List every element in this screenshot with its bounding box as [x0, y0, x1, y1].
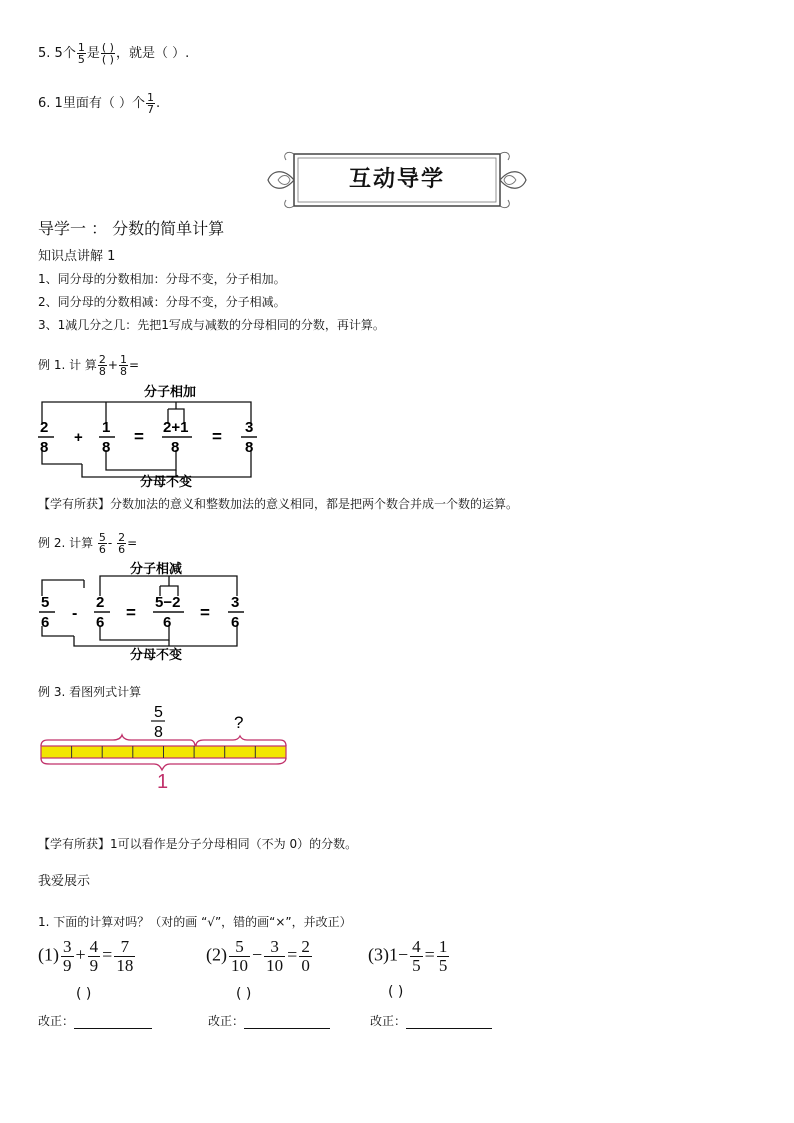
denominator: 5: [77, 53, 85, 66]
numerator: 3: [63, 937, 72, 956]
question-mark: ?: [234, 713, 244, 732]
bar-denominator: 8: [154, 724, 163, 741]
numerator: 5−2: [155, 594, 181, 611]
denominator: 5: [438, 955, 448, 975]
answer-blank[interactable]: ( ): [388, 984, 404, 1000]
example-label: 例 2. 计算: [38, 536, 94, 550]
numerator: 1: [102, 419, 111, 436]
q6-prefix: 1里面有（ ）个: [54, 96, 145, 111]
exercise-item-3: [368, 938, 451, 975]
correction-3: [370, 1012, 492, 1029]
denominator: 10: [231, 955, 248, 975]
fraction: [437, 938, 450, 975]
fraction: [77, 42, 86, 65]
fraction: [114, 938, 135, 975]
exercise-item-2: [206, 938, 314, 975]
denominator: 6: [231, 614, 240, 631]
correction-line[interactable]: [244, 1028, 330, 1029]
question-6: [38, 92, 160, 115]
numerator: 3: [270, 937, 279, 956]
plus-sign: +: [74, 429, 83, 446]
knowledge-title: 知识点讲解 1: [38, 249, 116, 264]
knowledge-item: 2、同分母的分数相减：分母不变，分子相减。: [38, 295, 286, 309]
example-1-diagram: [36, 382, 262, 490]
equals: =: [212, 427, 222, 446]
equals: =: [126, 603, 136, 622]
minus-sign: -: [72, 605, 78, 622]
exercise-item-1: [38, 938, 137, 975]
q5-prefix: 5个: [54, 46, 76, 61]
correction-1: [38, 1012, 152, 1029]
example-3-label: 例 3. 看图列式计算: [38, 685, 142, 699]
denominator: 7: [146, 103, 154, 116]
exercise-prompt: 1. 下面的计算对吗？（对的画 “√”，错的画“×”，并改正）: [38, 915, 352, 929]
fraction: [410, 938, 423, 975]
operator: +: [107, 358, 118, 372]
denominator: 8: [171, 439, 180, 456]
fraction: [98, 532, 107, 555]
correction-label: 改正：: [38, 1014, 75, 1028]
denominator: 9: [89, 955, 99, 975]
question-number: 6.: [38, 96, 51, 111]
learning-gain-2: 【学有所获】1可以看作是分子分母相同（不为 0）的分数。: [38, 837, 358, 851]
denominator: 8: [119, 365, 127, 378]
diagram-bottom-label: 分母不变: [140, 474, 193, 489]
fraction: [98, 354, 107, 377]
equals: =: [127, 536, 138, 550]
numerator: 2: [118, 531, 126, 544]
q5-mid: 是: [86, 46, 100, 61]
denominator: 8: [98, 365, 106, 378]
operator: +: [75, 944, 86, 965]
correction-2: [208, 1012, 330, 1029]
denominator: 8: [40, 439, 49, 456]
numerator: 5: [98, 531, 106, 544]
correction-label: 改正：: [370, 1014, 407, 1028]
fraction: [299, 938, 312, 975]
fraction: [61, 938, 74, 975]
numerator: 2: [40, 419, 49, 436]
denominator: 6: [41, 614, 50, 631]
equals: =: [200, 603, 210, 622]
denominator: 6: [163, 614, 172, 631]
diagram-top-label: 分子相减: [130, 561, 183, 576]
fraction: [146, 92, 155, 115]
blank-denominator: ( ): [101, 53, 114, 66]
numerator: 4: [89, 937, 99, 956]
denominator: 0: [301, 955, 310, 975]
diagram-bottom-label: 分母不变: [130, 647, 183, 662]
denominator: 9: [63, 955, 72, 975]
item-index: (2): [206, 944, 227, 965]
question-number: 5.: [38, 46, 51, 61]
numerator: 2+1: [163, 419, 189, 436]
numerator: 7: [120, 937, 130, 956]
denominator: 6: [98, 543, 106, 556]
example-1-label: [38, 354, 139, 377]
equals: =: [287, 944, 298, 965]
knowledge-item: 1、同分母的分数相加：分母不变，分子相加。: [38, 272, 286, 286]
numerator: 5: [41, 594, 50, 611]
operator: -: [107, 536, 113, 550]
item-index: (1): [38, 944, 59, 965]
numerator: 1: [119, 353, 127, 366]
item-index: (3): [368, 944, 389, 965]
denominator: 10: [266, 955, 284, 975]
section-title: 导学一 ： 分数的简单计算: [38, 219, 225, 238]
learning-gain-1: 【学有所获】分数加法的意义和整数加法的意义相同，都是把两个数合并成一个数的运算。: [38, 497, 519, 511]
answer-blank[interactable]: ( ): [236, 986, 252, 1002]
equals: =: [128, 358, 140, 372]
banner-title: 互动导学: [348, 166, 445, 192]
equals: =: [134, 427, 144, 446]
bar-numerator: 5: [154, 704, 163, 721]
denominator: 6: [96, 614, 105, 631]
example-2-label: [38, 532, 137, 555]
knowledge-item: 3、1减几分之几：先把1写成与减数的分母相同的分数，再计算。: [38, 318, 385, 332]
operator: −: [252, 944, 263, 965]
numerator: 1: [146, 91, 154, 104]
denominator: 6: [118, 543, 126, 556]
fraction: [88, 938, 101, 975]
example-label: 例 1. 计 算: [38, 358, 97, 372]
show-section-title: 我爱展示: [38, 874, 91, 889]
equals: =: [102, 944, 113, 965]
fraction: [264, 938, 285, 975]
numerator: 4: [412, 937, 421, 956]
item-prefix: 1−: [389, 944, 409, 965]
fraction: [119, 354, 128, 377]
numerator: 1: [438, 937, 448, 956]
example-2-diagram: [38, 560, 246, 662]
numerator: 2: [98, 353, 106, 366]
q6-tail: .: [155, 96, 161, 111]
numerator: 1: [77, 41, 85, 54]
correction-line[interactable]: [74, 1028, 152, 1029]
fraction: [229, 938, 250, 975]
whole-label: 1: [157, 771, 169, 793]
numerator: 3: [231, 594, 240, 611]
denominator: 18: [116, 955, 134, 975]
numerator: 2: [96, 594, 105, 611]
fraction: [117, 532, 126, 555]
equals: =: [424, 944, 435, 965]
denominator: 8: [102, 439, 111, 456]
question-5: [38, 42, 189, 65]
example-3-bar-diagram: [38, 700, 290, 796]
correction-line[interactable]: [406, 1028, 492, 1029]
q5-tail: ，就是（ ）.: [115, 46, 190, 61]
section-banner: [264, 148, 530, 212]
diagram-top-label: 分子相加: [144, 384, 197, 399]
blank-fraction: [101, 42, 115, 65]
blank-numerator: ( ): [101, 41, 114, 54]
numerator: 3: [245, 419, 254, 436]
numerator: 2: [301, 937, 310, 956]
correction-label: 改正：: [208, 1014, 245, 1028]
answer-blank[interactable]: ( ): [76, 986, 92, 1002]
denominator: 5: [412, 955, 421, 975]
numerator: 5: [235, 937, 244, 956]
denominator: 8: [245, 439, 254, 456]
